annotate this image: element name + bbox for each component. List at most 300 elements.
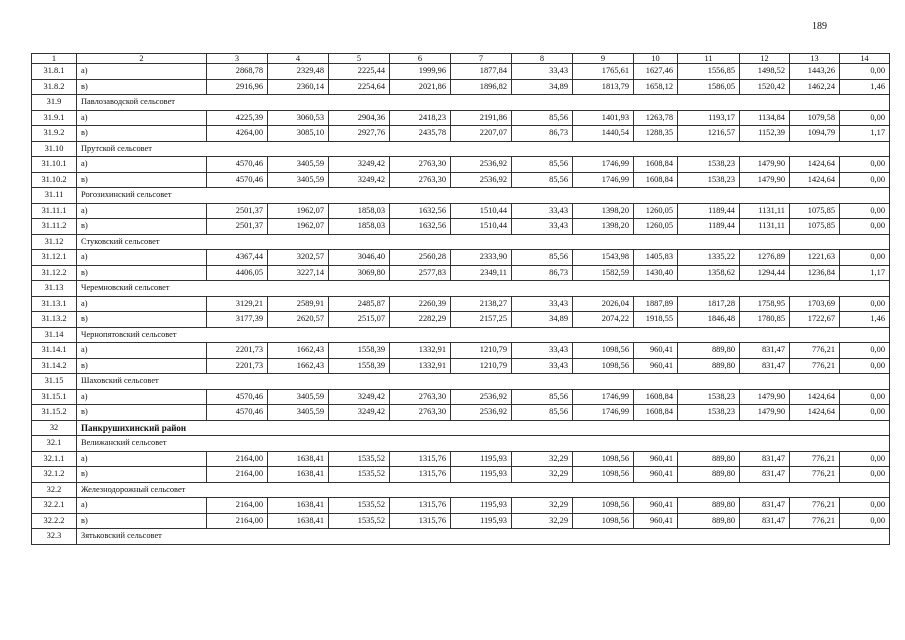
value-cell: 1758,95 (740, 296, 790, 312)
row-code: 31.13 (32, 281, 77, 297)
value-cell: 1722,67 (790, 312, 840, 328)
value-cell: 3249,42 (329, 405, 390, 421)
value-cell: 2333,90 (451, 250, 512, 266)
value-cell: 889,80 (678, 467, 740, 483)
value-cell: 1638,41 (268, 498, 329, 514)
value-cell: 1638,41 (268, 513, 329, 529)
value-cell: 1746,99 (573, 157, 634, 173)
row-label: а) (77, 64, 207, 80)
value-cell: 1315,76 (390, 467, 451, 483)
section-row (32, 482, 890, 498)
value-cell: 2763,30 (390, 405, 451, 421)
value-cell: 1193,17 (678, 110, 740, 126)
value-cell: 1294,44 (740, 265, 790, 281)
value-cell: 2254,64 (329, 79, 390, 95)
column-number: 3 (207, 54, 268, 64)
value-cell: 1210,79 (451, 358, 512, 374)
tariff-table (31, 53, 890, 545)
value-cell: 3405,59 (268, 389, 329, 405)
table-row (32, 498, 890, 514)
value-cell: 2589,91 (268, 296, 329, 312)
row-code: 31.12.2 (32, 265, 77, 281)
value-cell: 1098,56 (573, 451, 634, 467)
value-cell: 0,00 (840, 389, 890, 405)
value-cell: 2225,44 (329, 64, 390, 80)
value-cell: 1558,39 (329, 358, 390, 374)
value-cell: 1510,44 (451, 203, 512, 219)
value-cell: 85,56 (512, 110, 573, 126)
value-cell: 1556,85 (678, 64, 740, 80)
value-cell: 1315,76 (390, 498, 451, 514)
value-cell: 1962,07 (268, 219, 329, 235)
row-label: в) (77, 79, 207, 95)
value-cell: 2536,92 (451, 157, 512, 173)
value-cell: 33,43 (512, 64, 573, 80)
value-cell: 32,29 (512, 498, 573, 514)
value-cell: 1462,24 (790, 79, 840, 95)
value-cell: 1632,56 (390, 219, 451, 235)
value-cell: 1260,05 (634, 219, 678, 235)
row-code: 31.8.1 (32, 64, 77, 80)
value-cell: 2763,30 (390, 172, 451, 188)
value-cell: 1,17 (840, 126, 890, 142)
value-cell: 85,56 (512, 389, 573, 405)
value-cell: 1780,85 (740, 312, 790, 328)
value-cell: 1918,55 (634, 312, 678, 328)
value-cell: 0,00 (840, 157, 890, 173)
section-name: Зятьковский сельсовет (77, 529, 890, 545)
value-cell: 85,56 (512, 157, 573, 173)
row-code: 31.14.1 (32, 343, 77, 359)
value-cell: 1195,93 (451, 498, 512, 514)
value-cell: 3202,57 (268, 250, 329, 266)
row-code: 31.10.2 (32, 172, 77, 188)
section-name: Стуковский сельсовет (77, 234, 890, 250)
section-name: Железнодорожный сельсовет (77, 482, 890, 498)
value-cell: 1,17 (840, 265, 890, 281)
value-cell: 2282,29 (390, 312, 451, 328)
row-label: а) (77, 451, 207, 467)
value-cell: 2868,78 (207, 64, 268, 80)
row-code: 32.2 (32, 482, 77, 498)
value-cell: 2577,83 (390, 265, 451, 281)
section-name: Рогозихинский сельсовет (77, 188, 890, 204)
value-cell: 2207,07 (451, 126, 512, 142)
value-cell: 1401,93 (573, 110, 634, 126)
value-cell: 2515,07 (329, 312, 390, 328)
value-cell: 1632,56 (390, 203, 451, 219)
value-cell: 1424,64 (790, 389, 840, 405)
value-cell: 4570,46 (207, 405, 268, 421)
value-cell: 776,21 (790, 358, 840, 374)
value-cell: 2138,27 (451, 296, 512, 312)
table-row (32, 405, 890, 421)
value-cell: 0,00 (840, 343, 890, 359)
column-number: 9 (573, 54, 634, 64)
value-cell: 1538,23 (678, 405, 740, 421)
value-cell: 3249,42 (329, 157, 390, 173)
value-cell: 2536,92 (451, 389, 512, 405)
value-cell: 1538,23 (678, 157, 740, 173)
value-cell: 33,43 (512, 296, 573, 312)
value-cell: 1535,52 (329, 498, 390, 514)
row-code: 31.15.1 (32, 389, 77, 405)
value-cell: 2074,22 (573, 312, 634, 328)
value-cell: 960,41 (634, 498, 678, 514)
section-name: Прутской сельсовет (77, 141, 890, 157)
value-cell: 0,00 (840, 64, 890, 80)
value-cell: 1558,39 (329, 343, 390, 359)
value-cell: 776,21 (790, 467, 840, 483)
value-cell: 889,80 (678, 513, 740, 529)
table-row (32, 110, 890, 126)
value-cell: 1813,79 (573, 79, 634, 95)
value-cell: 1703,69 (790, 296, 840, 312)
section-name: Шаховский сельсовет (77, 374, 890, 390)
value-cell: 0,00 (840, 498, 890, 514)
column-number: 12 (740, 54, 790, 64)
value-cell: 4225,39 (207, 110, 268, 126)
value-cell: 1510,44 (451, 219, 512, 235)
value-cell: 1627,46 (634, 64, 678, 80)
value-cell: 3129,21 (207, 296, 268, 312)
row-code: 31.10.1 (32, 157, 77, 173)
value-cell: 1535,52 (329, 513, 390, 529)
section-row (32, 529, 890, 545)
value-cell: 33,43 (512, 219, 573, 235)
value-cell: 3249,42 (329, 389, 390, 405)
value-cell: 1315,76 (390, 513, 451, 529)
value-cell: 3249,42 (329, 172, 390, 188)
row-code: 32.1.2 (32, 467, 77, 483)
value-cell: 2560,28 (390, 250, 451, 266)
value-cell: 1332,91 (390, 358, 451, 374)
row-code: 31.11.2 (32, 219, 77, 235)
value-cell: 0,00 (840, 296, 890, 312)
row-code: 32.2.2 (32, 513, 77, 529)
row-code: 32.1 (32, 436, 77, 452)
row-label: в) (77, 265, 207, 281)
value-cell: 1520,42 (740, 79, 790, 95)
value-cell: 2904,36 (329, 110, 390, 126)
column-number: 6 (390, 54, 451, 64)
column-number: 10 (634, 54, 678, 64)
value-cell: 0,00 (840, 467, 890, 483)
value-cell: 0,00 (840, 513, 890, 529)
value-cell: 86,73 (512, 126, 573, 142)
row-code: 31.9.2 (32, 126, 77, 142)
value-cell: 831,47 (740, 358, 790, 374)
value-cell: 1608,84 (634, 405, 678, 421)
value-cell: 1210,79 (451, 343, 512, 359)
row-label: а) (77, 296, 207, 312)
value-cell: 1608,84 (634, 157, 678, 173)
section-name: Черемновский сельсовет (77, 281, 890, 297)
value-cell: 2260,39 (390, 296, 451, 312)
value-cell: 1858,03 (329, 219, 390, 235)
value-cell: 1498,52 (740, 64, 790, 80)
row-label: а) (77, 203, 207, 219)
value-cell: 2021,86 (390, 79, 451, 95)
value-cell: 1962,07 (268, 203, 329, 219)
value-cell: 1582,59 (573, 265, 634, 281)
row-code: 31.11.1 (32, 203, 77, 219)
column-number: 4 (268, 54, 329, 64)
row-code: 31.12 (32, 234, 77, 250)
value-cell: 831,47 (740, 451, 790, 467)
value-cell: 32,29 (512, 451, 573, 467)
value-cell: 960,41 (634, 343, 678, 359)
column-number: 13 (790, 54, 840, 64)
value-cell: 2927,76 (329, 126, 390, 142)
value-cell: 4367,44 (207, 250, 268, 266)
value-cell: 2418,23 (390, 110, 451, 126)
section-name: Велижанский сельсовет (77, 436, 890, 452)
value-cell: 1638,41 (268, 451, 329, 467)
section-row (32, 95, 890, 111)
section-row (32, 281, 890, 297)
row-label: а) (77, 498, 207, 514)
value-cell: 1075,85 (790, 203, 840, 219)
value-cell: 33,43 (512, 343, 573, 359)
value-cell: 960,41 (634, 467, 678, 483)
value-cell: 2164,00 (207, 467, 268, 483)
row-code: 31.9.1 (32, 110, 77, 126)
value-cell: 3405,59 (268, 405, 329, 421)
row-code: 31.14.2 (32, 358, 77, 374)
row-code: 31.9 (32, 95, 77, 111)
column-number: 1 (32, 54, 77, 64)
value-cell: 1263,78 (634, 110, 678, 126)
table-row (32, 265, 890, 281)
value-cell: 1288,35 (634, 126, 678, 142)
value-cell: 1098,56 (573, 513, 634, 529)
value-cell: 1405,83 (634, 250, 678, 266)
value-cell: 1887,89 (634, 296, 678, 312)
value-cell: 2026,04 (573, 296, 634, 312)
table-row (32, 203, 890, 219)
value-cell: 3227,14 (268, 265, 329, 281)
value-cell: 1846,48 (678, 312, 740, 328)
section-row (32, 234, 890, 250)
value-cell: 1094,79 (790, 126, 840, 142)
value-cell: 1236,84 (790, 265, 840, 281)
value-cell: 1152,39 (740, 126, 790, 142)
value-cell: 1746,99 (573, 405, 634, 421)
row-label: в) (77, 513, 207, 529)
row-label: а) (77, 157, 207, 173)
value-cell: 4264,00 (207, 126, 268, 142)
table-row (32, 64, 890, 80)
page-number: 189 (812, 21, 827, 32)
value-cell: 1538,23 (678, 389, 740, 405)
section-row (32, 436, 890, 452)
value-cell: 1098,56 (573, 467, 634, 483)
value-cell: 1424,64 (790, 405, 840, 421)
column-number: 11 (678, 54, 740, 64)
value-cell: 1430,40 (634, 265, 678, 281)
value-cell: 1216,57 (678, 126, 740, 142)
row-code: 31.15 (32, 374, 77, 390)
value-cell: 1195,93 (451, 513, 512, 529)
column-number: 8 (512, 54, 573, 64)
value-cell: 2164,00 (207, 451, 268, 467)
table-row (32, 451, 890, 467)
value-cell: 0,00 (840, 405, 890, 421)
value-cell: 1746,99 (573, 389, 634, 405)
value-cell: 1332,91 (390, 343, 451, 359)
value-cell: 2164,00 (207, 513, 268, 529)
row-label: в) (77, 219, 207, 235)
value-cell: 1999,96 (390, 64, 451, 80)
section-name: Панкрушихинский район (77, 420, 890, 436)
table-row (32, 157, 890, 173)
value-cell: 1098,56 (573, 343, 634, 359)
table-row (32, 513, 890, 529)
value-cell: 4570,46 (207, 157, 268, 173)
value-cell: 0,00 (840, 358, 890, 374)
section-row (32, 374, 890, 390)
row-label: а) (77, 250, 207, 266)
table-row (32, 250, 890, 266)
table-row (32, 172, 890, 188)
value-cell: 1424,64 (790, 157, 840, 173)
value-cell: 2501,37 (207, 219, 268, 235)
value-cell: 776,21 (790, 498, 840, 514)
value-cell: 4570,46 (207, 389, 268, 405)
value-cell: 3405,59 (268, 172, 329, 188)
row-code: 31.15.2 (32, 405, 77, 421)
value-cell: 2763,30 (390, 389, 451, 405)
value-cell: 831,47 (740, 513, 790, 529)
value-cell: 2620,57 (268, 312, 329, 328)
value-cell: 889,80 (678, 451, 740, 467)
value-cell: 2536,92 (451, 405, 512, 421)
value-cell: 1424,64 (790, 172, 840, 188)
value-cell: 3069,80 (329, 265, 390, 281)
value-cell: 2536,92 (451, 172, 512, 188)
row-label: в) (77, 126, 207, 142)
value-cell: 1358,62 (678, 265, 740, 281)
row-label: в) (77, 172, 207, 188)
value-cell: 1443,26 (790, 64, 840, 80)
value-cell: 1858,03 (329, 203, 390, 219)
value-cell: 2157,25 (451, 312, 512, 328)
row-code: 31.13.1 (32, 296, 77, 312)
value-cell: 1098,56 (573, 358, 634, 374)
value-cell: 85,56 (512, 405, 573, 421)
value-cell: 33,43 (512, 358, 573, 374)
value-cell: 0,00 (840, 110, 890, 126)
value-cell: 0,00 (840, 203, 890, 219)
row-label: в) (77, 405, 207, 421)
table-row (32, 343, 890, 359)
value-cell: 889,80 (678, 498, 740, 514)
value-cell: 1195,93 (451, 467, 512, 483)
value-cell: 1543,98 (573, 250, 634, 266)
row-label: а) (77, 110, 207, 126)
value-cell: 1315,76 (390, 451, 451, 467)
value-cell: 0,00 (840, 219, 890, 235)
column-number: 2 (77, 54, 207, 64)
table-row (32, 312, 890, 328)
value-cell: 0,00 (840, 451, 890, 467)
value-cell: 1079,58 (790, 110, 840, 126)
value-cell: 3060,53 (268, 110, 329, 126)
row-code: 31.13.2 (32, 312, 77, 328)
value-cell: 86,73 (512, 265, 573, 281)
value-cell: 1538,23 (678, 172, 740, 188)
value-cell: 1877,84 (451, 64, 512, 80)
row-code: 32.2.1 (32, 498, 77, 514)
value-cell: 1479,90 (740, 405, 790, 421)
row-code: 32.1.1 (32, 451, 77, 467)
value-cell: 2360,14 (268, 79, 329, 95)
value-cell: 1440,54 (573, 126, 634, 142)
value-cell: 2349,11 (451, 265, 512, 281)
row-code: 31.11 (32, 188, 77, 204)
value-cell: 1,46 (840, 312, 890, 328)
section-row (32, 188, 890, 204)
value-cell: 3046,40 (329, 250, 390, 266)
value-cell: 2201,73 (207, 358, 268, 374)
row-label: а) (77, 343, 207, 359)
section-row (32, 420, 890, 436)
value-cell: 0,00 (840, 172, 890, 188)
value-cell: 1131,11 (740, 219, 790, 235)
column-number: 7 (451, 54, 512, 64)
table-row (32, 219, 890, 235)
value-cell: 2485,87 (329, 296, 390, 312)
value-cell: 3177,39 (207, 312, 268, 328)
table-row (32, 467, 890, 483)
value-cell: 1479,90 (740, 172, 790, 188)
value-cell: 1817,28 (678, 296, 740, 312)
value-cell: 1189,44 (678, 219, 740, 235)
value-cell: 889,80 (678, 343, 740, 359)
value-cell: 1896,82 (451, 79, 512, 95)
value-cell: 85,56 (512, 172, 573, 188)
value-cell: 776,21 (790, 513, 840, 529)
row-code: 31.12.1 (32, 250, 77, 266)
section-name: Павлозаводской сельсовет (77, 95, 890, 111)
value-cell: 1658,12 (634, 79, 678, 95)
value-cell: 2191,86 (451, 110, 512, 126)
value-cell: 1662,43 (268, 358, 329, 374)
value-cell: 960,41 (634, 451, 678, 467)
value-cell: 2435,78 (390, 126, 451, 142)
value-cell: 1398,20 (573, 203, 634, 219)
value-cell: 1131,11 (740, 203, 790, 219)
value-cell: 1189,44 (678, 203, 740, 219)
row-code: 31.14 (32, 327, 77, 343)
value-cell: 1335,22 (678, 250, 740, 266)
row-code: 31.10 (32, 141, 77, 157)
value-cell: 1398,20 (573, 219, 634, 235)
value-cell: 1221,63 (790, 250, 840, 266)
value-cell: 1479,90 (740, 389, 790, 405)
value-cell: 34,89 (512, 312, 573, 328)
value-cell: 1662,43 (268, 343, 329, 359)
value-cell: 1479,90 (740, 157, 790, 173)
value-cell: 1,46 (840, 79, 890, 95)
section-row (32, 327, 890, 343)
value-cell: 1276,89 (740, 250, 790, 266)
value-cell: 32,29 (512, 467, 573, 483)
value-cell: 1134,84 (740, 110, 790, 126)
row-code: 32 (32, 420, 77, 436)
value-cell: 2329,48 (268, 64, 329, 80)
